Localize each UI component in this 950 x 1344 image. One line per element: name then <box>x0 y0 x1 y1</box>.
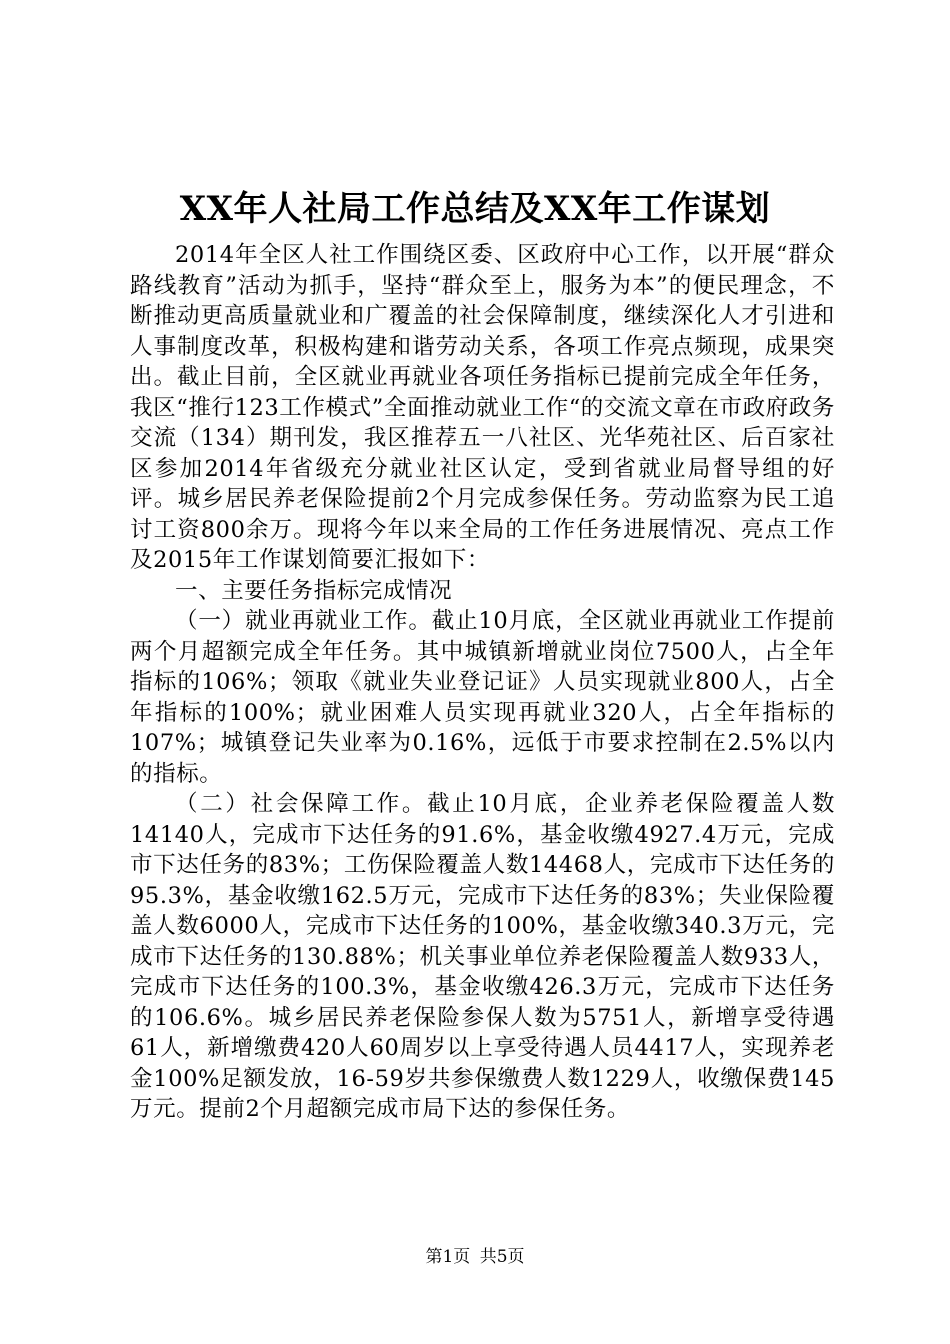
page-footer <box>0 1246 950 1268</box>
document-title: XX年人社局工作总结及XX年工作谋划 <box>179 189 771 229</box>
social-security-paragraph: （二）社会保障工作。截止10月底，企业养老保险覆盖人数14140人，完成市下达任务的91.6%，基金收缴4927.4万元，完成市下达任务的83%；工伤保险覆盖人数14468人，完成市下达任务的95.3%，基金收缴162.5万元，完成市下达任务的83%；失业保险覆盖人数6000人，完成市下达任务的100%，基金收缴340.3万元，完成市下达任务的130.88%；机关事业单位养老保险覆盖人数933人，完成市下达任务的100.3%，基金收缴426.3万元，完成市下达任务的106.6%。城乡居民养老保险参保人数为5751人，新增享受待遇61人，新增缴费420人60周岁以上享受待遇人员4417人，实现养老金100%足额发放，16-59岁共参保缴费人数1229人，收缴保费145万元。提前2个月超额完成市局下达的参保任务。 <box>130 791 835 1122</box>
intro-paragraph: 2014年全区人社工作围绕区委、区政府中心工作，以开展“群众路线教育”活动为抓手，坚持“群众至上，服务为本”的便民理念，不断推动更高质量就业和广覆盖的社会保障制度，继续深化人才引进和人事制度改革，积极构建和谐劳动关系，各项工作亮点频现，成果突出。截止目前，全区就业再就业各项任务指标已提前完成全年任务，我区“推行123工作模式”全面推动就业工作“的交流文章在市政府政务交流（134）期刊发，我区推荐五一八社区、光华苑社区、后百家社区参加2014年省级充分就业社区认定，受到省就业局督导组的好评。城乡居民养老保险提前2个月完成参保任务。劳动监察为民工追讨工资800余万。现将今年以来全局的工作任务进展情况、亮点工作及2015年工作谋划简要汇报如下： <box>130 242 835 573</box>
employment-paragraph: （一）就业再就业工作。截止10月底，全区就业再就业工作提前两个月超额完成全年任务。其中城镇新增就业岗位7500人，占全年指标的106%；领取《就业失业登记证》人员实现就业800人，占全年指标的100%；就业困难人员实现再就业320人，占全年指标的107%；城镇登记失业率为0.16%，远低于市要求控制在2.5%以内的指标。 <box>130 608 835 787</box>
document-body <box>130 240 835 1125</box>
page-number: 第1页 <box>425 1247 471 1267</box>
page-total: 共5页 <box>479 1247 525 1267</box>
section-heading: 一、主要任务指标完成情况 <box>175 577 453 604</box>
